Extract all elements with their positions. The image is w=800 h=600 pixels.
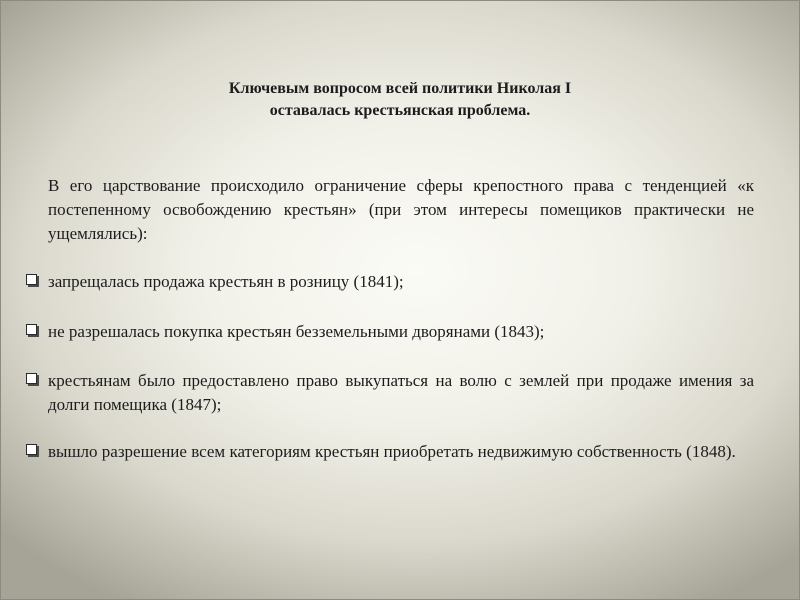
slide-title-line-1: Ключевым вопросом всей политики Николая I <box>228 80 572 97</box>
bullet-item-3 <box>26 369 754 417</box>
slide-title-line-2: оставалась крестьянская проблема. <box>269 102 531 119</box>
bullet-item-4 <box>26 440 754 464</box>
checkbox-bullet-icon <box>26 274 37 285</box>
bullet-text-3: крестьянам было предоставлено право выкупаться на волю с землей при продаже имения за долги помещика (1847); <box>48 371 754 414</box>
checkbox-bullet-icon <box>26 324 37 335</box>
bullet-text-4: вышло разрешение всем категориям крестьян приобретать недвижимую собственность (1848). <box>48 442 736 461</box>
checkbox-bullet-icon <box>26 373 37 384</box>
checkbox-bullet-icon <box>26 444 37 455</box>
bullet-item-2 <box>26 320 754 344</box>
bullet-text-1: запрещалась продажа крестьян в розницу (1841); <box>48 272 404 291</box>
bullet-text-2: не разрешалась покупка крестьян безземельными дворянами (1843); <box>48 322 545 341</box>
intro-paragraph: В его царствование происходило ограничение сферы крепостного права с тенденцией «к постепенному освобождению крестьян» (при этом интересы помещиков практически не ущемлялись): <box>48 176 754 243</box>
slide-title <box>0 78 800 122</box>
bullet-item-1 <box>26 270 754 294</box>
